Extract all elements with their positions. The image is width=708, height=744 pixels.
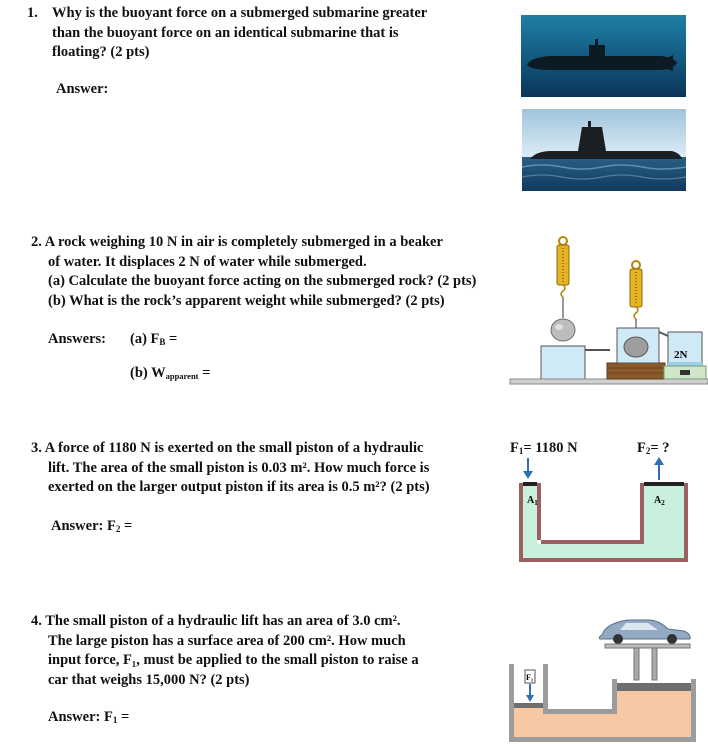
- q3-line-2: lift. The area of the small piston is 0.03 m². How much force is: [48, 459, 430, 476]
- a1-label: $A_1$: [527, 495, 538, 507]
- left-scale-ring-icon: [559, 237, 567, 245]
- q4-answer-eq: =: [120, 709, 130, 725]
- q3-line-1: 3. A force of 1180 N is exerted on the small piston of a hydraulic: [31, 440, 424, 456]
- q2-line-2: of water. It displaces 2 N of water while submerged.: [48, 253, 367, 270]
- q2-b-sub: apparent: [165, 371, 199, 381]
- q2-text: [31, 233, 476, 311]
- q2-answer-b: [130, 364, 210, 386]
- q4-answer-label: Answer: F: [48, 709, 113, 725]
- q4-answer-sub: 1: [112, 715, 118, 725]
- q4-text: [31, 612, 419, 690]
- scale-reading: 2N: [674, 349, 688, 361]
- q1-line-1: Why is the buoyant force on a submerged submarine greater: [52, 5, 428, 21]
- q3-answer-eq: =: [123, 518, 133, 534]
- q1-text: [52, 4, 427, 63]
- q4-answer: [48, 708, 129, 730]
- q1-line-3: floating? (2 pts): [52, 44, 150, 60]
- car-lift-diagram: [508, 611, 698, 744]
- q2-a-label: (a) F: [130, 331, 160, 347]
- rock-in-air-icon: [551, 319, 575, 341]
- q3-answer-label: Answer: F: [51, 518, 116, 534]
- q4-line-2: The large piston has a surface area of 200 cm². How much: [48, 632, 406, 649]
- q3-text: [31, 439, 430, 498]
- q4-line-3: input force, F₁, must be applied to the small piston to raise a: [48, 652, 419, 668]
- submerged-submarine-image: [521, 15, 686, 97]
- hydraulic-lift-diagram: [518, 456, 690, 566]
- q2-line-1: 2. A rock weighing 10 N in air is completely submerged in a beaker: [31, 234, 443, 250]
- q3-line-3: exerted on the larger output piston if its area is 0.5 m²? (2 pts): [48, 479, 430, 495]
- q2-b-eq: =: [202, 365, 211, 381]
- q2-a-sub: B: [159, 337, 166, 347]
- q2-line-4: (b) What is the rock’s apparent weight while submerged? (2 pts): [48, 292, 445, 309]
- q3-f1-label: $F_1= 1180$ N: [510, 440, 578, 456]
- surfaced-submarine-image: [522, 109, 686, 191]
- q2-answer-a: [130, 330, 177, 352]
- q1-number: 1.: [27, 5, 38, 21]
- q3-f2-label: $F_2=$ ?: [637, 440, 670, 456]
- q2-line-3: (a) Calculate the buoyant force acting on the submerged rock? (2 pts): [48, 273, 477, 289]
- q2-answers-label: Answers:: [48, 331, 106, 347]
- wooden-stand-icon: [607, 363, 665, 379]
- q1-line-2: than the buoyant force on an identical submarine that is: [52, 24, 399, 41]
- q3-answer: [51, 517, 132, 539]
- rock-beaker-diagram: [510, 232, 708, 384]
- right-scale-ring-icon: [632, 261, 640, 269]
- q4-line-1: 4. The small piston of a hydraulic lift has an area of 3.0 cm².: [31, 613, 401, 629]
- q1-answer-label: Answer:: [56, 81, 109, 97]
- q2-a-eq: =: [169, 331, 178, 347]
- q4-line-4: car that weighs 15,000 N? (2 pts): [48, 671, 250, 688]
- q2-b-label: (b) W: [130, 365, 166, 381]
- left-beaker-icon: [541, 346, 585, 380]
- f1-tag: F₁: [526, 673, 534, 682]
- a2-label: $A_2$: [654, 495, 665, 507]
- submerged-rock-icon: [624, 337, 648, 357]
- q3-answer-sub: 2: [115, 524, 121, 534]
